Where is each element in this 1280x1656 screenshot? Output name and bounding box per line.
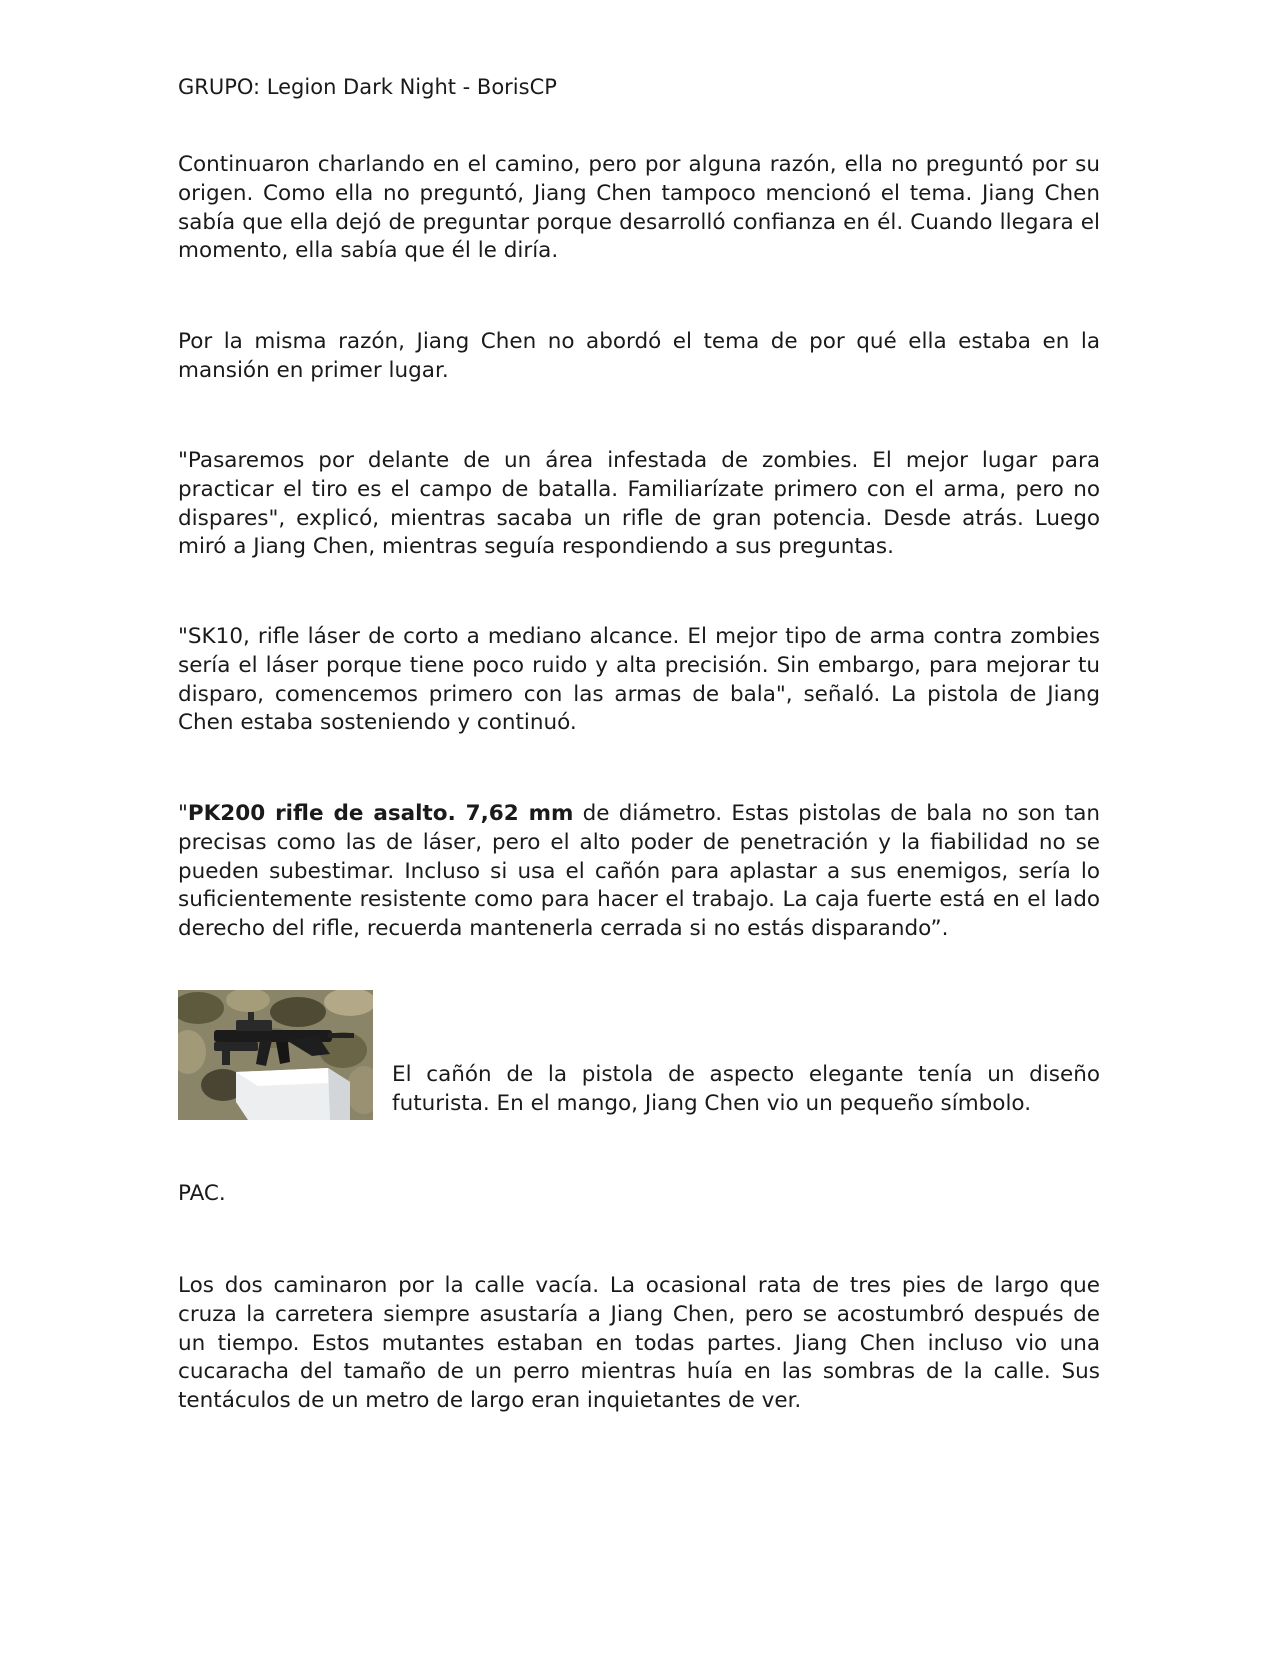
open-quote: " (178, 801, 188, 826)
final-paragraph: Los dos caminaron por la calle vacía. La ocasional rata de tres pies de largo que cruza la carretera siempre asustaría a Jiang Chen, pero se acostumbró después de un tiempo. Estos mutantes estaban en todas partes. Jiang Chen incluso vio una cucaracha del tamaño de un perro mientras huía en las sombras de la calle. Sus tentáculos de un metro de largo eran inquietantes de ver. (178, 1273, 1100, 1414)
paragraph-pk200 (178, 800, 1100, 944)
pk200-rest-text: de diámetro. Estas pistolas de bala no son tan precisas como las de láser, pero el alto poder de penetración y la fiabilidad no se pueden subestimar. Incluso si usa el cañón para aplastar a sus enemigos, sería lo suficientemente resistente como para hacer el trabajo. La caja fuerte está en el lado derecho del rifle, recuerda mantenerla cerrada si no estás disparando”. (178, 801, 1100, 942)
paragraph-3: "Pasaremos por delante de un área infestada de zombies. El mejor lugar para practicar el tiro es el campo de batalla. Familiarízate primero con el arma, pero no dispares", explicó, mientras sacaba un rifle de gran potencia. Desde atrás. Luego miró a Jiang Chen, mientras seguía respondiendo a sus preguntas. (178, 448, 1100, 560)
pk200-bold-text: PK200 rifle de asalto. 7,62 mm (187, 801, 574, 826)
image-caption: El cañón de la pistola de aspecto elegante tenía un diseño futurista. En el mango, Jiang Chen vio un pequeño símbolo. (392, 1062, 1100, 1116)
paragraph-2: Por la misma razón, Jiang Chen no abordó el tema de por qué ella estaba en la mansión en primer lugar. (178, 329, 1100, 383)
group-header: GRUPO: Legion Dark Night - BorisCP (178, 75, 557, 99)
paragraph-1: Continuaron charlando en el camino, pero por alguna razón, ella no preguntó por su origen. Como ella no preguntó, Jiang Chen tampoco mencionó el tema. Jiang Chen sabía que ella dejó de preguntar porque desarrolló confianza en él. Cuando llegara el momento, ella sabía que él le diría. (178, 152, 1100, 264)
rifle-photo (178, 990, 373, 1120)
paragraph-4: "SK10, rifle láser de corto a mediano alcance. El mejor tipo de arma contra zombies sería el láser porque tiene poco ruido y alta precisión. Sin embargo, para mejorar tu disparo, comencemos primero con las armas de bala", señaló. La pistola de Jiang Chen estaba sosteniendo y continuó. (178, 624, 1100, 736)
pac-paragraph: PAC. (178, 1181, 226, 1206)
